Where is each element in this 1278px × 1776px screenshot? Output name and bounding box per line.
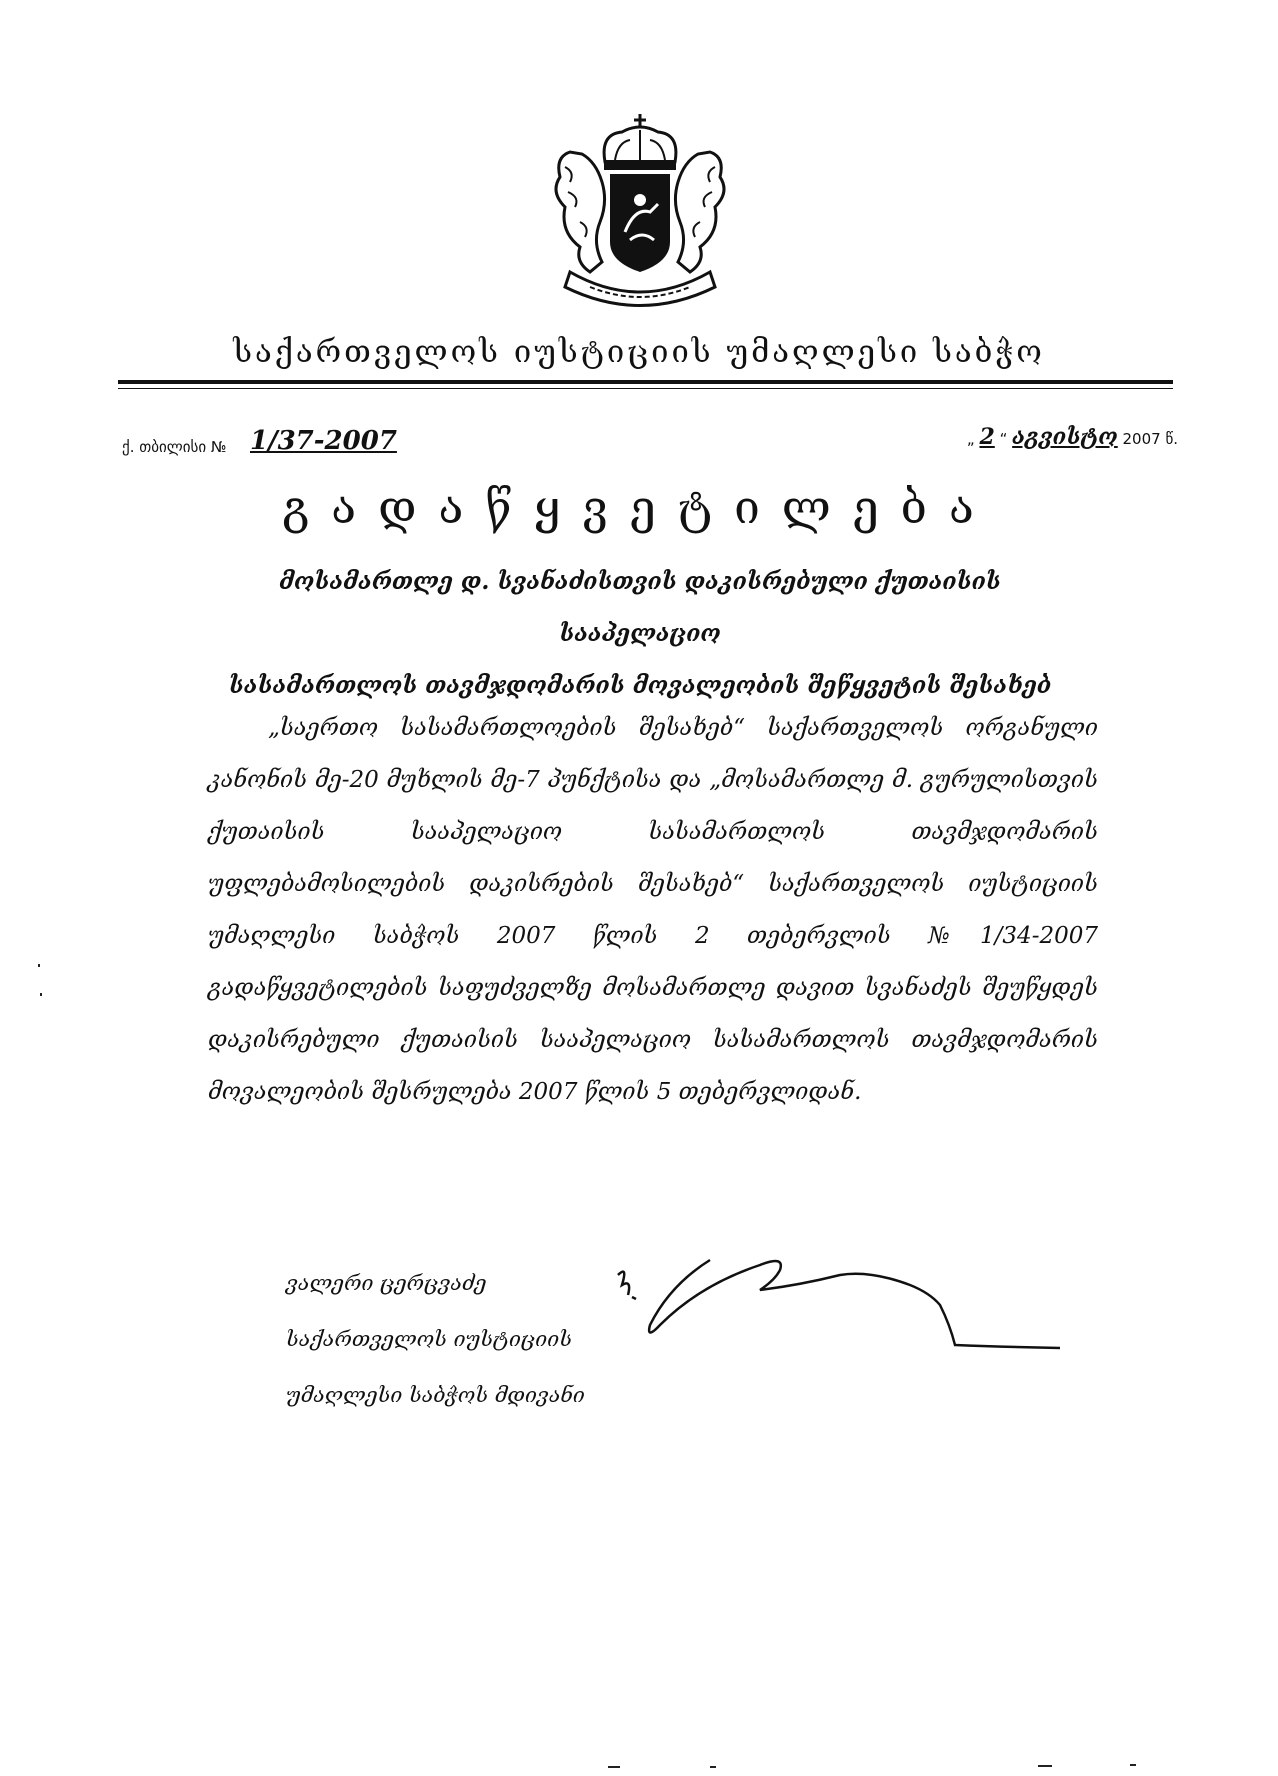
document-subject (200, 556, 1080, 712)
date-month: აგვისტო (1012, 424, 1118, 450)
scan-mark (1130, 1764, 1136, 1766)
scan-mark (38, 964, 40, 967)
coat-of-arms-icon (530, 112, 750, 312)
organization-name: საქართველოს იუსტიციის უმაღლესი საბჭო (233, 334, 1045, 370)
subject-line-2: სასამართლოს თავმჯდომარის მოვალეობის შეწყვეტის შესახებ (228, 672, 1052, 699)
document-body: „საერთო სასამართლოების შესახებ“ საქართველოს ორგანული კანონის მე-20 მუხლის მე-7 პუნქტისა და „მოსამართლე მ. გურულისთვის ქუთაისის სააპელაციო სასამართლოს თავმჯდომარის უფლებამოსილების დაკისრების შესახებ“ საქართველოს იუსტიციის უმაღლესი საბჭოს 2007 წლის 2 თებერვლის №1/34-2007 გადაწყვეტილების საფუძველზე მოსამართლე დავით სვანაძეს შეუწყდეს დაკისრებული ქუთაისის სააპელაციო სასამართლოს თავმჯდომარის მოვალეობის შესრულება 2007 წლის 5 თებერვლიდან. (208, 715, 1098, 1105)
document-date (878, 424, 1178, 450)
place-number-label: ქ. თბილისი № (122, 438, 227, 456)
scan-mark (1038, 1765, 1052, 1767)
signatory-title-line-1: საქართველოს იუსტიციის (286, 1327, 572, 1351)
signatory-block (286, 1255, 585, 1423)
header-rule-thin (118, 388, 1173, 389)
signatory-title-line-2: უმაღლესი საბჭოს მდივანი (286, 1383, 585, 1407)
document-number: 1/37-2007 (250, 426, 397, 456)
date-day: 2 (979, 424, 995, 450)
signatory-name: ვალერი ცერცვაძე (286, 1271, 487, 1295)
document-title: გადაწყვეტილება (282, 480, 996, 534)
date-mid: “ (999, 430, 1008, 448)
scan-mark (608, 1766, 620, 1768)
handwritten-signature (610, 1245, 1070, 1355)
scan-mark (710, 1766, 716, 1768)
subject-line-1: მოსამართლე დ. სვანაძისთვის დაკისრებული ქუთაისის სააპელაციო (279, 568, 1001, 647)
date-prefix: „ (966, 430, 975, 448)
date-suffix: 2007 წ. (1122, 430, 1178, 448)
header-rule-thick (118, 380, 1173, 384)
scan-mark (40, 993, 42, 996)
